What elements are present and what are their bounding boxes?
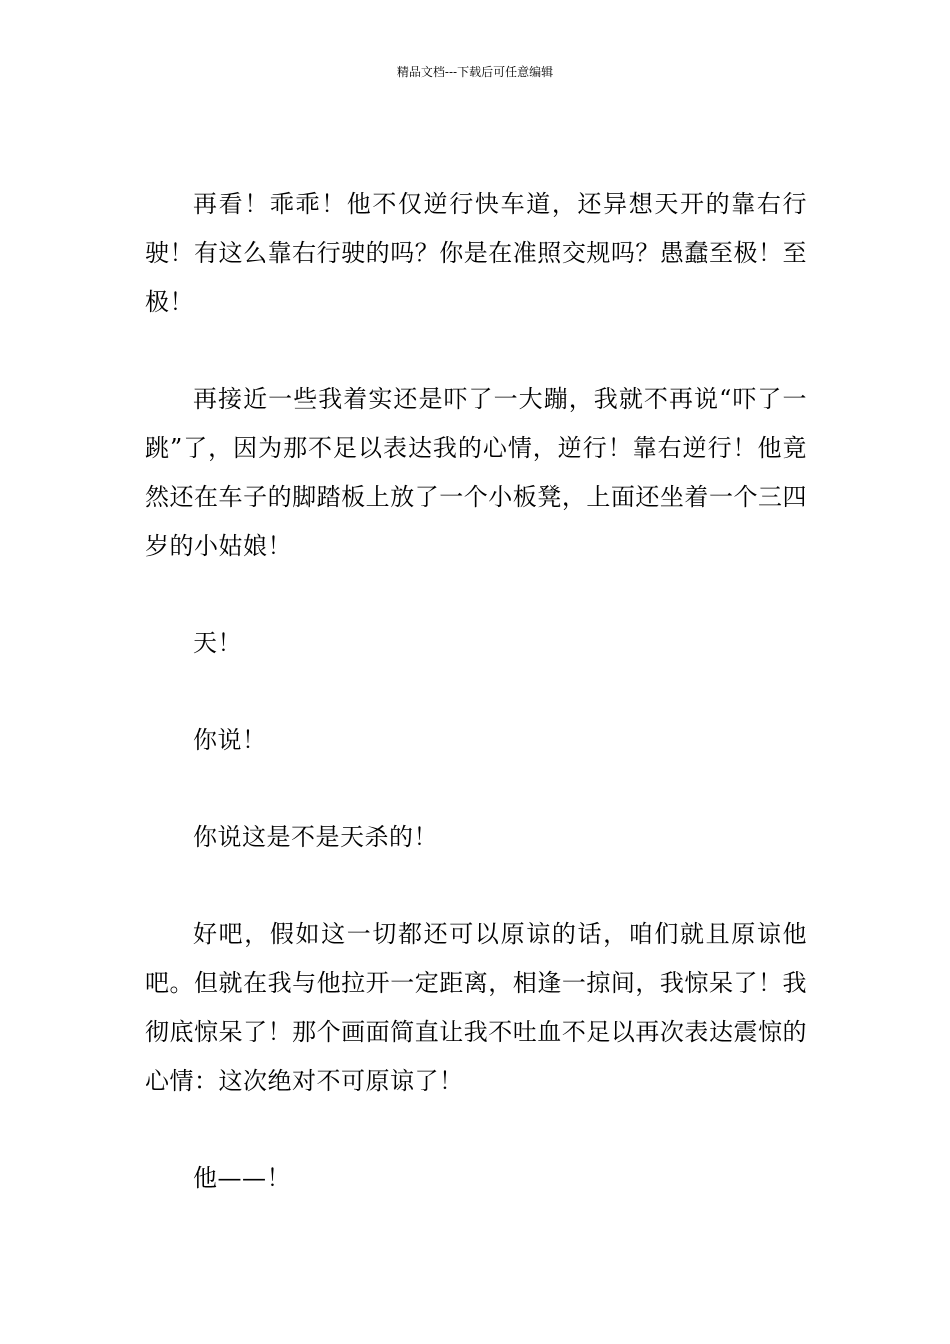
paragraph-7: 他——！ [193, 1164, 291, 1192]
paragraph-4: 你说！ [193, 726, 267, 754]
paragraph-6: 好吧，假如这一切都还可以原谅的话，咱们就且原谅他吧。但就在我与他拉开一定距离，相逢一掠间，我惊呆了！我彻底惊呆了！那个画面简直让我不吐血不足以再次表达震惊的心情：这次绝对不可原谅了！ [145, 920, 807, 1095]
paragraph-5: 你说这是不是天杀的！ [193, 823, 438, 851]
document-body [145, 180, 807, 1251]
paragraph-1: 再看！乖乖！他不仅逆行快车道，还异想天开的靠右行驶！有这么靠右行驶的吗？你是在准照交规吗？愚蠢至极！至极！ [145, 190, 807, 316]
paragraph-2: 再接近一些我着实还是吓了一大蹦，我就不再说“吓了一跳”了，因为那不足以表达我的心情，逆行！靠右逆行！他竟然还在车子的脚踏板上放了一个小板凳，上面还坐着一个三四岁的小姑娘！ [145, 385, 807, 560]
page-header: 精品文档---下载后可任意编辑 [396, 65, 554, 79]
paragraph-3: 天！ [193, 629, 242, 657]
